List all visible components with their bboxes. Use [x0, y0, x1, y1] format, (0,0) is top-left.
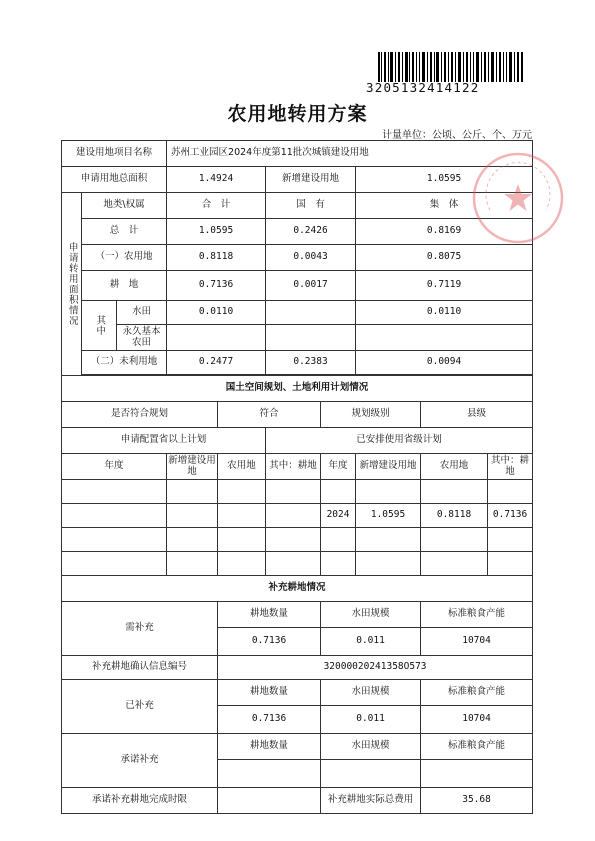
total-area-value: 1.4924 — [167, 167, 266, 193]
provincial-plan-label: 申请配置省以上计划 — [62, 428, 266, 454]
col-header: 农用地 — [421, 454, 488, 480]
cell: 0.2426 — [266, 219, 356, 245]
cell: 0.8169 — [356, 219, 533, 245]
row-label: （二）未利用地 — [82, 351, 167, 375]
cell — [266, 325, 356, 351]
need-paddy: 0.011 — [321, 628, 421, 656]
table-row — [62, 245, 533, 271]
confirm-number: 32000020241358O573 — [218, 656, 533, 680]
row-label: （一）农用地 — [82, 245, 167, 271]
plan-level-value: 县级 — [421, 402, 533, 428]
cell: 0.8075 — [356, 245, 533, 271]
total-header: 合 计 — [167, 193, 266, 219]
cell: 0.0110 — [356, 301, 533, 325]
among-label: 其中 — [82, 301, 117, 351]
need-cult: 0.7136 — [218, 628, 321, 656]
collective-header: 集 体 — [356, 193, 533, 219]
row-label: 总 计 — [82, 219, 167, 245]
barcode — [366, 52, 524, 94]
conform-label: 是否符合规划 — [62, 402, 218, 428]
cell: 0.7136 — [167, 271, 266, 301]
project-label: 建设用地项目名称 — [62, 141, 167, 167]
col-header: 耕地数量 — [218, 680, 321, 706]
cell — [266, 301, 356, 325]
table-row — [62, 325, 533, 351]
page-title: 农用地转用方案 — [227, 103, 368, 125]
row-label: 水田 — [117, 301, 167, 325]
cell: 0.0094 — [356, 351, 533, 375]
table-row — [62, 504, 533, 528]
done-paddy: 0.011 — [321, 706, 421, 734]
table-row — [62, 351, 533, 375]
col-header: 新增建设用地 — [167, 454, 218, 480]
cell: 0.2383 — [266, 351, 356, 375]
cell: 0.0110 — [167, 301, 266, 325]
col-header: 标准粮食产能 — [421, 680, 533, 706]
conversion-table — [61, 140, 533, 814]
unit-note: 计量单位：公顷、公斤、个、万元 — [382, 130, 532, 141]
col-header: 水田规模 — [321, 734, 421, 760]
table-row — [62, 301, 533, 325]
cell: 0.2477 — [167, 351, 266, 375]
deadline-label: 承诺补充耕地完成时限 — [62, 788, 218, 814]
table-row — [62, 480, 533, 504]
promise-label: 承诺补充 — [62, 734, 218, 788]
cell — [167, 325, 266, 351]
need-label: 需补充 — [62, 602, 218, 656]
conform-value: 符合 — [218, 402, 321, 428]
planning-header: 国土空间规划、土地利用计划情况 — [62, 376, 533, 402]
col-header: 其中：耕地 — [266, 454, 321, 480]
table-row — [62, 219, 533, 245]
cost-label: 补充耕地实际总费用 — [321, 788, 421, 814]
deadline-value — [218, 788, 321, 814]
col-header: 水田规模 — [321, 602, 421, 628]
need-grain: 10704 — [421, 628, 533, 656]
plan-cult: 0.7136 — [488, 504, 533, 528]
confirm-label: 补充耕地确认信息编号 — [62, 656, 218, 680]
col-header: 耕地数量 — [218, 734, 321, 760]
cell — [356, 325, 533, 351]
plan-new: 1.0595 — [356, 504, 421, 528]
total-area-label: 申请用地总面积 — [62, 167, 167, 193]
new-construction-label: 新增建设用地 — [266, 167, 356, 193]
done-cult: 0.7136 — [218, 706, 321, 734]
col-header: 其中：耕地 — [488, 454, 533, 480]
row-label: 永久基本农田 — [117, 325, 167, 351]
table-row — [62, 528, 533, 552]
table-row — [62, 552, 533, 576]
cell: 0.7119 — [356, 271, 533, 301]
col-header: 年度 — [321, 454, 356, 480]
cell: 0.0017 — [266, 271, 356, 301]
cost-value: 35.68 — [421, 788, 533, 814]
row-label: 耕 地 — [82, 271, 167, 301]
arranged-plan-label: 已安排使用省级计划 — [266, 428, 533, 454]
project-name: 苏州工业园区2024年度第11批次城镇建设用地 — [167, 141, 533, 167]
barcode-bars — [378, 52, 524, 82]
plan-agri: 0.8118 — [421, 504, 488, 528]
supplement-header: 补充耕地情况 — [62, 576, 533, 602]
plan-header-row — [62, 454, 533, 480]
col-header: 标准粮食产能 — [421, 602, 533, 628]
plan-level-label: 规划级别 — [321, 402, 421, 428]
done-label: 已补充 — [62, 680, 218, 734]
col-header: 标准粮食产能 — [421, 734, 533, 760]
plan-year: 2024 — [321, 504, 356, 528]
col-header: 耕地数量 — [218, 602, 321, 628]
barcode-number: 3205132414122 — [366, 80, 480, 95]
state-header: 国 有 — [266, 193, 356, 219]
official-seal — [470, 150, 566, 246]
done-grain: 10704 — [421, 706, 533, 734]
col-header: 年度 — [62, 454, 167, 480]
col-header: 农用地 — [218, 454, 266, 480]
table-row — [62, 271, 533, 301]
cell: 1.0595 — [167, 219, 266, 245]
cell: 0.0043 — [266, 245, 356, 271]
col-header: 水田规模 — [321, 680, 421, 706]
col-header: 新增建设用地 — [356, 454, 421, 480]
apply-side-label: 申请转用面积情况 — [62, 193, 82, 376]
cell: 0.8118 — [167, 245, 266, 271]
type-ownership-header: 地类\权属 — [82, 193, 167, 219]
new-construction-value: 1.0595 — [356, 167, 533, 193]
